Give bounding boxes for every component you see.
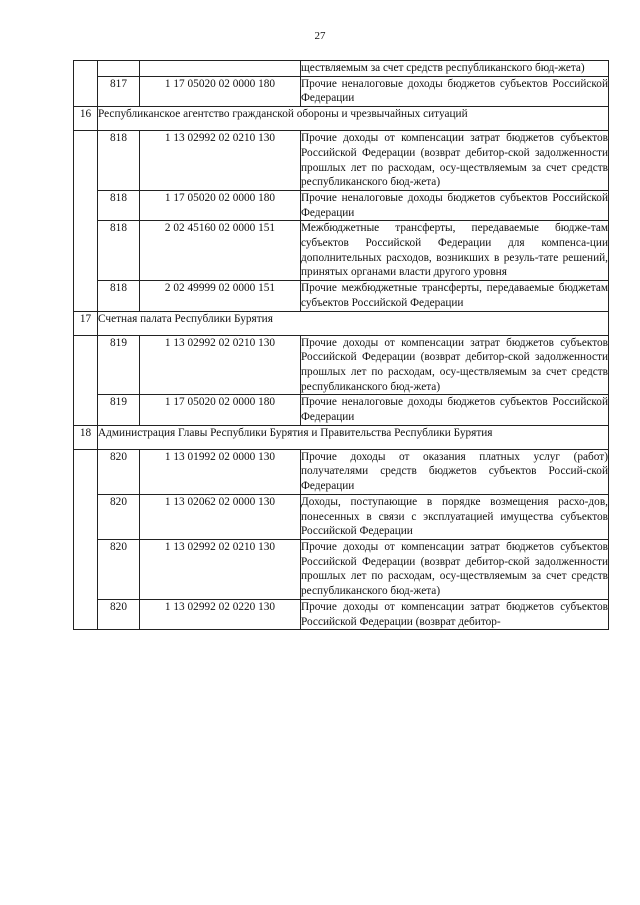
- income-code: 1 13 02992 02 0210 130: [140, 539, 301, 599]
- org-row: [74, 107, 609, 131]
- org-row: [74, 311, 609, 335]
- table-row: [74, 395, 609, 425]
- table-row: [74, 131, 609, 191]
- income-description: Прочие доходы от компенсации затрат бюджетов субъектов Российской Федерации (возврат дебитор-ской задолженности прошлых лет по расходам, осу-ществляемым за счет средств республиканского бюд-жета): [301, 539, 609, 599]
- admin-code: 820: [98, 449, 140, 494]
- income-description: Прочие неналоговые доходы бюджетов субъектов Российской Федерации: [301, 76, 609, 106]
- org-name: Счетная палата Республики Бурятия: [98, 311, 609, 335]
- admin-code: 820: [98, 494, 140, 539]
- group-number-spacer: [74, 335, 98, 425]
- income-description: Доходы, поступающие в порядке возмещения расхо-дов, понесенных в связи с эксплуатацией имущества субъектов Российской Федерации: [301, 494, 609, 539]
- table-row: [74, 221, 609, 281]
- org-row: [74, 425, 609, 449]
- income-code: 1 13 02992 02 0210 130: [140, 131, 301, 191]
- admin-code: 818: [98, 131, 140, 191]
- table-row: [74, 449, 609, 494]
- table-row: [74, 76, 609, 106]
- table-row: [74, 190, 609, 220]
- table-row: [74, 61, 609, 77]
- income-code: 2 02 45160 02 0000 151: [140, 221, 301, 281]
- admin-code: [98, 61, 140, 77]
- income-description: ществляемым за счет средств республиканского бюд-жета): [301, 61, 609, 77]
- income-description: Прочие неналоговые доходы бюджетов субъектов Российской Федерации: [301, 190, 609, 220]
- admin-code: 817: [98, 76, 140, 106]
- income-code: 1 13 02992 02 0220 130: [140, 599, 301, 629]
- income-description: Прочие доходы от оказания платных услуг (работ) получателями средств бюджетов субъектов Россий-ской Федерации: [301, 449, 609, 494]
- group-number: 17: [74, 311, 98, 335]
- income-code: 1 13 02062 02 0000 130: [140, 494, 301, 539]
- income-description: Межбюджетные трансферты, передаваемые бюдже-там субъектов Российской Федерации для компенса-ции дополнительных расходов, возникших в резуль-тате решений, принятых органами власти другого уровня: [301, 221, 609, 281]
- income-code: [140, 61, 301, 77]
- admin-code: 819: [98, 395, 140, 425]
- table-row: [74, 539, 609, 599]
- income-code: 1 17 05020 02 0000 180: [140, 190, 301, 220]
- income-description: Прочие межбюджетные трансферты, передаваемые бюджетам субъектов Российской Федерации: [301, 281, 609, 311]
- income-code: 2 02 49999 02 0000 151: [140, 281, 301, 311]
- table-row: [74, 494, 609, 539]
- admin-code: 820: [98, 599, 140, 629]
- org-name: Республиканское агентство гражданской обороны и чрезвычайных ситуаций: [98, 107, 609, 131]
- income-description: Прочие доходы от компенсации затрат бюджетов субъектов Российской Федерации (возврат дебитор-ской задолженности прошлых лет по расходам, осу-ществляемым за счет средств республиканского бюд-жета): [301, 131, 609, 191]
- group-number: 18: [74, 425, 98, 449]
- income-codes-table: [73, 60, 609, 630]
- group-number: [74, 61, 98, 107]
- admin-code: 818: [98, 221, 140, 281]
- income-description: Прочие неналоговые доходы бюджетов субъектов Российской Федерации: [301, 395, 609, 425]
- income-code: 1 17 05020 02 0000 180: [140, 76, 301, 106]
- income-code: 1 13 02992 02 0210 130: [140, 335, 301, 395]
- income-code: 1 13 01992 02 0000 130: [140, 449, 301, 494]
- income-description: Прочие доходы от компенсации затрат бюджетов субъектов Российской Федерации (возврат дебитор-: [301, 599, 609, 629]
- page-number: 27: [314, 30, 326, 42]
- group-number: 16: [74, 107, 98, 131]
- income-code: 1 17 05020 02 0000 180: [140, 395, 301, 425]
- org-name: Администрация Главы Республики Бурятия и Правительства Республики Бурятия: [98, 425, 609, 449]
- admin-code: 820: [98, 539, 140, 599]
- group-number-spacer: [74, 131, 98, 311]
- admin-code: 818: [98, 281, 140, 311]
- table-row: [74, 281, 609, 311]
- group-number-spacer: [74, 449, 98, 629]
- table-row: [74, 599, 609, 629]
- table-row: [74, 335, 609, 395]
- income-description: Прочие доходы от компенсации затрат бюджетов субъектов Российской Федерации (возврат дебитор-ской задолженности прошлых лет по расходам, осу-ществляемым за счет средств республиканского бюд-жета): [301, 335, 609, 395]
- admin-code: 818: [98, 190, 140, 220]
- admin-code: 819: [98, 335, 140, 395]
